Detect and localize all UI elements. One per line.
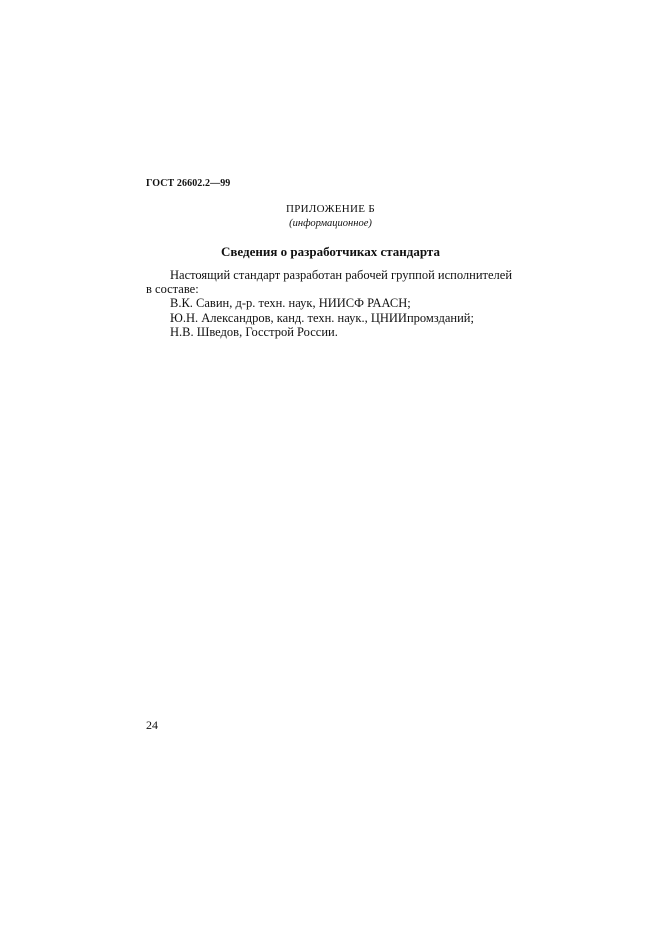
developer-item: Н.В. Шведов, Госстрой России.: [170, 324, 338, 339]
section-heading: Сведения о разработчиках стандарта: [221, 244, 440, 259]
appendix-title: ПРИЛОЖЕНИЕ Б: [286, 203, 375, 215]
document-code: ГОСТ 26602.2—99: [146, 178, 231, 189]
developer-item: Ю.Н. Александров, канд. техн. наук., ЦНИИпромзданий;: [170, 310, 474, 325]
page-number: 24: [146, 718, 158, 732]
body-text: [146, 268, 526, 339]
intro-line-1: Настоящий стандарт разработан рабочей группой исполнителей: [170, 268, 513, 282]
developer-item: В.К. Савин, д-р. техн. наук, НИИСФ РААСН;: [170, 296, 411, 311]
intro-line-2: в составе:: [146, 282, 199, 297]
appendix-subtitle: (информационное): [289, 218, 372, 229]
